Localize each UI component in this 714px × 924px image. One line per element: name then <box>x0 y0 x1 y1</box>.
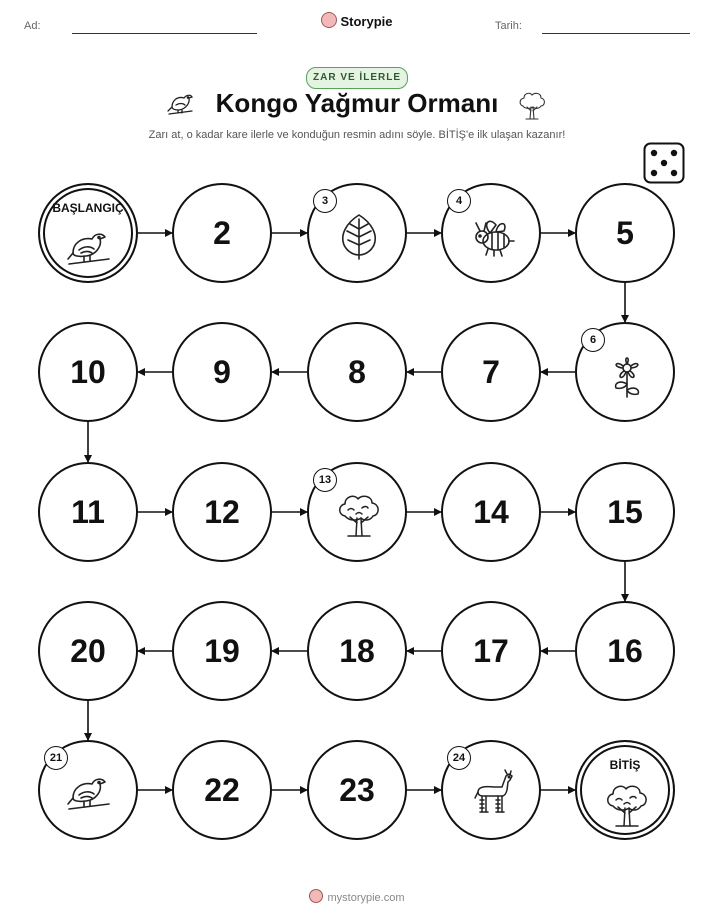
board-space-5[interactable] <box>575 183 675 283</box>
space-number: 15 <box>607 493 643 530</box>
space-number: 11 <box>71 493 105 530</box>
board-space-6[interactable] <box>575 322 675 422</box>
space-number: 19 <box>204 632 240 669</box>
space-number: 18 <box>339 632 375 669</box>
space-number: 8 <box>348 353 366 390</box>
space-number: 16 <box>607 632 643 669</box>
board-space-24[interactable] <box>441 740 541 840</box>
space-number: 10 <box>70 353 106 390</box>
brand-name: Storypie <box>340 14 393 29</box>
finish-label: BİTİŞ <box>609 758 641 772</box>
pig-logo-icon <box>309 889 323 903</box>
space-number: 12 <box>204 493 240 530</box>
board-space-18[interactable] <box>307 601 407 701</box>
start-label: BAŞLANGIÇ <box>52 201 124 215</box>
board-space-23[interactable] <box>307 740 407 840</box>
space-number-badge: 13 <box>313 468 337 492</box>
board-space-21[interactable] <box>38 740 138 840</box>
board-space-10[interactable] <box>38 322 138 422</box>
space-number: 23 <box>339 771 375 808</box>
board-space-15[interactable] <box>575 462 675 562</box>
finish-space[interactable] <box>575 740 675 840</box>
space-number: 22 <box>204 771 240 808</box>
board-space-16[interactable] <box>575 601 675 701</box>
start-space[interactable] <box>38 183 138 283</box>
board-space-22[interactable] <box>172 740 272 840</box>
space-number: 9 <box>213 353 231 390</box>
space-number: 7 <box>482 353 500 390</box>
board-space-13[interactable] <box>307 462 407 562</box>
board-space-3[interactable] <box>307 183 407 283</box>
tree-icon <box>602 780 652 830</box>
footer-url: mystorypie.com <box>327 892 405 904</box>
tree-icon <box>334 490 384 540</box>
board-space-11[interactable] <box>38 462 138 562</box>
board-space-2[interactable] <box>172 183 272 283</box>
leaf-icon <box>334 211 384 261</box>
space-number: 17 <box>473 632 509 669</box>
board-space-20[interactable] <box>38 601 138 701</box>
space-number: 14 <box>473 493 509 530</box>
board-space-19[interactable] <box>172 601 272 701</box>
bird-icon <box>65 223 115 273</box>
board-space-8[interactable] <box>307 322 407 422</box>
board-space-12[interactable] <box>172 462 272 562</box>
bee-icon <box>468 211 518 261</box>
space-number: 20 <box>70 632 106 669</box>
board-space-7[interactable] <box>441 322 541 422</box>
game-type-badge: ZAR VE İLERLE <box>306 67 408 89</box>
instructions: Zarı at, o kadar kare ilerle ve konduğun resmin adını söyle. BİTİŞ'e ilk ulaşan kazanır! <box>148 129 566 141</box>
space-number-badge: 4 <box>447 189 471 213</box>
board-space-4[interactable] <box>441 183 541 283</box>
flower-icon <box>602 350 652 400</box>
date-label: Tarih: <box>495 20 522 32</box>
space-number-badge: 21 <box>44 746 68 770</box>
space-number-badge: 3 <box>313 189 337 213</box>
space-number: 2 <box>213 214 231 251</box>
board-space-17[interactable] <box>441 601 541 701</box>
space-number: 5 <box>616 214 634 251</box>
space-number-badge: 24 <box>447 746 471 770</box>
okapi-icon <box>468 768 518 818</box>
board-space-9[interactable] <box>172 322 272 422</box>
footer <box>0 889 714 904</box>
space-number-badge: 6 <box>581 328 605 352</box>
name-label: Ad: <box>24 20 41 32</box>
bird-icon <box>65 768 115 818</box>
page-title: Kongo Yağmur Ormanı <box>215 88 499 118</box>
board-space-14[interactable] <box>441 462 541 562</box>
